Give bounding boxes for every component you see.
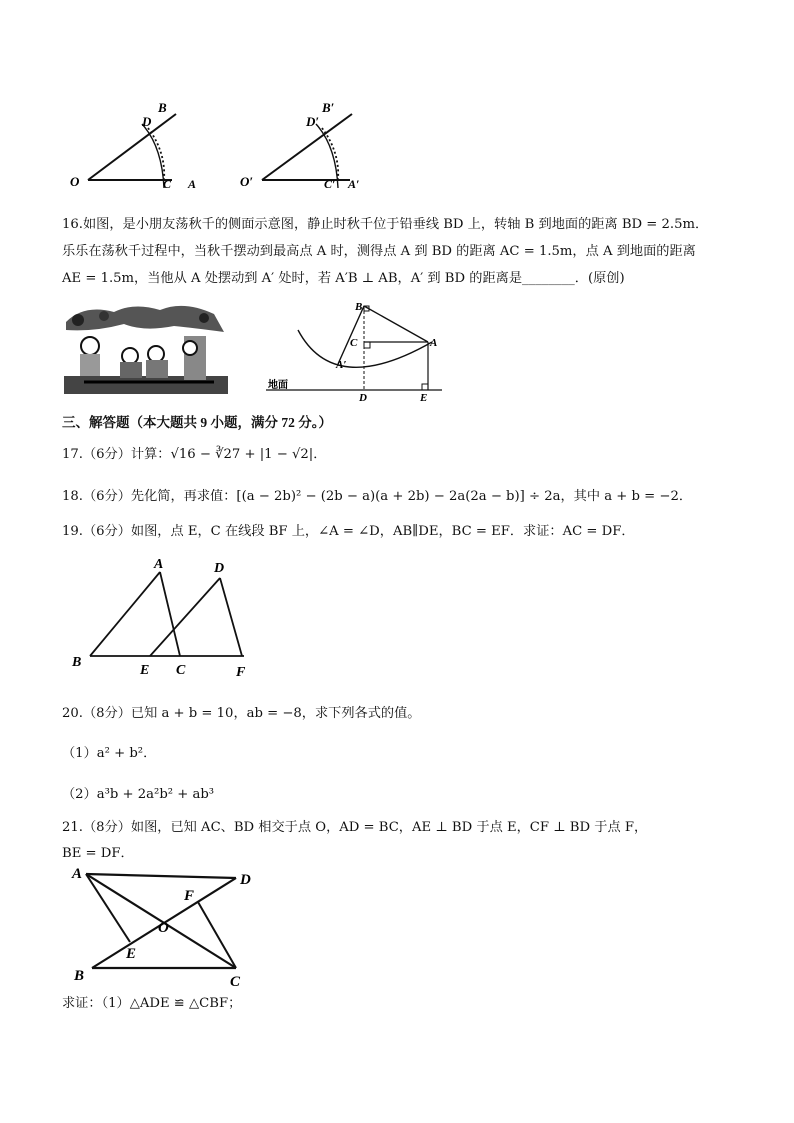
angle-figure-left [70,100,196,191]
label-O-q21: O [158,920,169,936]
label-B-swing: B [355,301,363,313]
q20-part2: （2）a³b + 2a²b² + ab³ [62,787,215,802]
label-C-q21: C [230,974,241,990]
q18-text: 18.（6分）先化简，再求值：[(a − 2b)² − (2b − a)(a + 2b) − 2a(2a − b)] ÷ 2a，其中 a + b = −2． [62,489,693,504]
label-C-q19: C [176,663,186,678]
label-F-q19: F [236,665,246,680]
label-C: C [163,177,172,191]
q21-text-line2: BE = DF． [62,846,134,861]
label-B-q21: B [74,968,85,984]
q21-figure [64,862,264,992]
label-O: O [70,174,80,189]
angle-figure-right [240,100,359,191]
q16-text-line1: 16.如图，是小朋友荡秋千的侧面示意图，静止时秋千位于铅垂线 BD 上，转轴 B 到地面的距离 BD = 2.5m． [62,217,709,232]
label-A-q21: A [72,866,83,882]
label-B-q19: B [72,655,82,670]
q16-text-line3: AE = 1.5m，当他从 A 处摆动到 A′ 处时，若 A′B ⊥ AB，A′ 到 BD 的距离是________．(原创) [62,271,625,286]
label-F-q21: F [184,888,195,904]
swing-diagram [264,298,444,402]
q15-figure [60,96,380,196]
label-A-swing: A [430,337,438,349]
label-D-swing: D [359,392,367,402]
label-B: B [158,100,167,115]
q19-figure [64,552,264,680]
q20-part1: （1）a² + b²． [62,746,157,761]
q21-proof-part1: 求证：（1）△ADE ≌ △CBF； [62,996,242,1011]
swing-illustration [64,302,228,394]
label-D-prime: D′ [306,114,320,129]
label-B-prime: B′ [322,100,335,115]
q20-text: 20.（8分）已知 a + b = 10，ab = −8，求下列各式的值。 [62,706,421,721]
q19-text: 19.（6分）如图，点 E，C 在线段 BF 上，∠A = ∠D，AB∥DE，BC = EF．求证：AC = DF． [62,524,635,539]
label-E-swing: E [420,392,428,402]
label-D-q19: D [214,561,225,576]
label-A-prime: A′ [348,177,360,191]
label-D-q21: D [240,872,251,888]
q21-text-line1: 21.（8分）如图，已知 AC、BD 相交于点 O，AD = BC，AE ⊥ BD 于点 E，CF ⊥ BD 于点 F， [62,820,648,835]
section3-header: 三、解答题（本大题共 9 小题，满分 72 分。） [62,415,332,430]
label-D: D [142,114,152,129]
label-ground: 地面 [268,380,288,391]
label-O-prime: O′ [240,174,254,189]
q16-text-line2: 乐乐在荡秋千过程中，当秋千摆动到最高点 A 时，测得点 A 到 BD 的距离 AC = 1.5m，点 A 到地面的距离 [62,244,696,259]
label-A-prime-swing: A′ [336,359,347,371]
q17-text: 17.（6分）计算：√16 − ∛27 + |1 − √2|． [62,447,327,462]
label-C-swing: C [350,337,358,349]
label-E-q19: E [140,663,150,678]
label-A-q19: A [154,557,164,572]
label-C-prime: C′ [324,177,336,191]
label-A: A [188,177,197,191]
label-E-q21: E [126,946,137,962]
